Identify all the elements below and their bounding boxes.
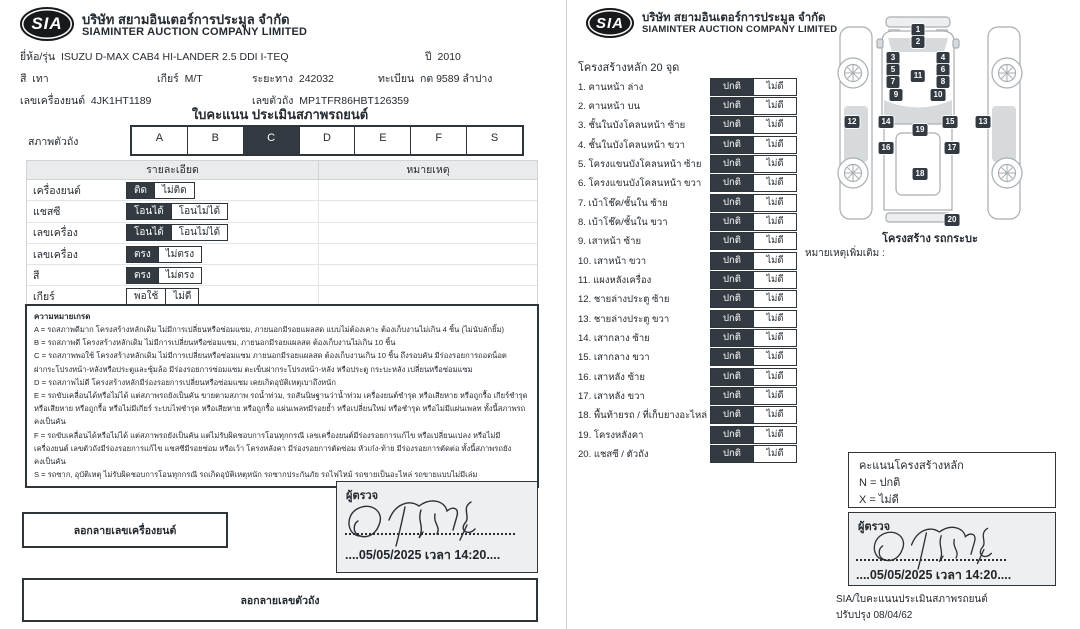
grade-meaning-line: ฝากระโปรงหน้า-หลังหรือประตูและซุ้มล้อ มีร่องรอยการซ่อมแซม ตะเข็บฝากระโปรงหน้า-หลัง หรือประตู กระบะหลัง เปลี่ยนหรือซ่อมแซม — [34, 364, 473, 374]
grade-meaning-line: F = รถขับเคลื่อนได้หรือไม่ได้ แต่สภาพรถยังเป็นคัน แต่ไม่รับผิดชอบการโอนทุกกรณี เลขเครื่องยนต์มีร่องรอยการแก้ไข หรือเปลี่ยนแปลง หรือไม่มี — [34, 430, 501, 440]
point-9-option-ปกติ[interactable]: ปกติ — [711, 233, 753, 249]
structure-score-title: คะแนนโครงสร้างหลัก — [859, 460, 964, 472]
structure-point-label-10: 10. เสาหน้า ขวา — [578, 255, 647, 267]
diagram-badge-11: 11 — [911, 70, 925, 82]
point-11-option-ปกติ[interactable]: ปกติ — [711, 272, 753, 288]
structure-point-options-9 — [710, 232, 797, 250]
point-17-option-ปกติ[interactable]: ปกติ — [711, 388, 753, 404]
point-18-option-ปกติ[interactable]: ปกติ — [711, 407, 753, 423]
diagram-badge-17: 17 — [945, 142, 960, 154]
diagram-badge-14: 14 — [879, 116, 894, 128]
option-โอนได้[interactable]: โอนได้ — [127, 225, 171, 240]
diagram-badge-5: 5 — [887, 64, 900, 76]
structure-point-options-17 — [710, 387, 797, 405]
structure-point-label-5: 5. โครงแขนบังโคลนหน้า ซ้าย — [578, 158, 702, 170]
diagram-badge-20: 20 — [945, 214, 960, 226]
structure-title: โครงสร้างหลัก 20 จุด — [578, 62, 680, 74]
field-brand-value: ISUZU D-MAX CAB4 HI-LANDER 2.5 DDI I-TEQ — [60, 51, 289, 63]
detail-row-1 — [27, 201, 537, 222]
detail-row-label: เลขเครื่อง — [33, 248, 78, 261]
grade-meaning-line: คงเป็นคัน — [34, 417, 66, 427]
diagram-badge-4: 4 — [937, 52, 950, 64]
structure-point-label-14: 14. เสากลาง ซ้าย — [578, 333, 650, 345]
field-gear-label: เกียร์ — [157, 73, 179, 85]
diagram-badge-3: 3 — [887, 52, 900, 64]
grade-meaning-line: เครื่องยนต์ เลขตัวถังมีร่องรอยการแก้ไข แชสซีมีรอยซ่อม หรือเว้า โครงหลังคา มีร่องรอยการตัดซ่อม หัวเก๋ง-ท้าย มีร่องรอยการตัดต่อ ทั้งนี้สภาพรถยัง — [34, 443, 512, 453]
structure-point-options-11 — [710, 271, 797, 289]
field-mileage — [252, 70, 334, 87]
diagram-badge-10: 10 — [931, 89, 946, 101]
field-color-value: เทา — [32, 73, 49, 85]
field-color — [20, 70, 49, 87]
detail-row-options — [126, 246, 202, 263]
option-โอนได้[interactable]: โอนได้ — [127, 204, 171, 219]
detail-row-options — [126, 267, 202, 284]
grade-meaning-line: A = รถสภาพดีมาก โครงสร้างหลักเดิม ไม่มีการเปลี่ยนหรือซ่อมแซม, ภายนอกมีรอยแผลสด แบบไม่ต้องเคาะ ต้องเก็บงานไม่เกิน 4 ชิ้น (ไม่นับลักยิ้ม) — [34, 325, 505, 334]
field-color-label: สี — [20, 73, 27, 85]
detail-cell-details — [27, 201, 319, 221]
inspector-signature-right — [867, 519, 1047, 571]
signature-line-left — [345, 533, 515, 535]
structure-point-label-2: 2. คานหน้า บน — [578, 100, 641, 112]
point-15-option-ไม่ดี[interactable]: ไม่ดี — [753, 349, 796, 365]
grade-meaning-line: B = รถสภาพดี โครงสร้างหลักเดิม ไม่มีการเปลี่ยนหรือซ่อมแซม, ภายนอกมีรอยแผลสด ต้องเก็บงานไม่เกิน 10 ชิ้น — [34, 338, 396, 348]
field-engine-no-label: เลขเครื่องยนต์ — [20, 95, 86, 107]
option-ตรง[interactable]: ตรง — [127, 247, 158, 262]
grade-option-C[interactable]: C — [243, 127, 299, 154]
grade-meaning-line: C = รถสภาพพอใช้ โครงสร้างหลักเดิม ไม่มีการเปลี่ยนหรือซ่อมแซม ภายนอกมีรอยแผลสด ต้องเก็บงานเกิน 10 ชิ้น ถึงรอบคัน มีร่องรอยการถอดน็อต — [34, 351, 507, 361]
detail-row-label: เกียร์ — [33, 291, 55, 304]
diagram-badge-6: 6 — [937, 64, 950, 76]
footer-revision: ปรับปรุง 08/04/62 — [836, 610, 913, 621]
point-13-option-ปกติ[interactable]: ปกติ — [711, 311, 753, 327]
diagram-badge-16: 16 — [879, 142, 894, 154]
structure-point-options-15 — [710, 348, 797, 366]
point-20-option-ปกติ[interactable]: ปกติ — [711, 446, 753, 462]
point-15-option-ปกติ[interactable]: ปกติ — [711, 349, 753, 365]
point-7-option-ไม่ดี[interactable]: ไม่ดี — [753, 195, 796, 211]
structure-point-label-1: 1. คานหน้า ล่าง — [578, 81, 644, 93]
field-plate — [378, 70, 492, 87]
company-name-en-right: SIAMINTER AUCTION COMPANY LIMITED — [642, 24, 838, 35]
point-11-option-ไม่ดี[interactable]: ไม่ดี — [753, 272, 796, 288]
field-chassis-no-value: MP1TFR86HBT126359 — [299, 95, 409, 107]
structure-point-options-12 — [710, 290, 797, 308]
structure-point-label-3: 3. ชั้นในบังโคลนหน้า ซ้าย — [578, 120, 686, 132]
grade-meanings-box — [25, 304, 539, 488]
detail-table-header — [27, 161, 537, 180]
detail-row-label: สี — [33, 269, 40, 282]
point-5-option-ไม่ดี[interactable]: ไม่ดี — [753, 156, 796, 172]
field-plate-label: ทะเบียน — [378, 73, 415, 85]
structure-point-label-9: 9. เสาหน้า ซ้าย — [578, 236, 642, 248]
detail-row-3 — [27, 244, 537, 265]
option-ไม่ตรง[interactable]: ไม่ตรง — [158, 268, 201, 283]
point-6-option-ปกติ[interactable]: ปกติ — [711, 175, 753, 191]
detail-row-options — [126, 288, 199, 305]
grade-meaning-line: คงเป็นคัน — [34, 457, 66, 467]
point-17-option-ไม่ดี[interactable]: ไม่ดี — [753, 388, 796, 404]
detail-row-options — [126, 224, 228, 241]
detail-row-label: เครื่องยนต์ — [33, 184, 81, 197]
structure-point-label-16: 16. เสาหลัง ซ้าย — [578, 371, 645, 383]
structure-point-options-10 — [710, 252, 797, 270]
inspector-date-left: ....05/05/2025 เวลา 14:20.... — [345, 548, 501, 562]
point-14-option-ไม่ดี[interactable]: ไม่ดี — [753, 330, 796, 346]
field-year — [425, 48, 461, 65]
truck-diagram-drawing — [836, 12, 1024, 234]
field-year-value: 2010 — [437, 51, 461, 63]
diagram-caption: โครงสร้าง รถกระบะ — [882, 233, 978, 245]
grade-meaning-line: D = รถสภาพไม่ดี โครงสร้างหลักมีร่องรอยการเปลี่ยนหรือซ่อมแซม เคยเกิดอุบัติเหตุเบาถึงหนัก — [34, 377, 336, 387]
sia-logo-text: SIA — [31, 14, 63, 33]
point-7-option-ปกติ[interactable]: ปกติ — [711, 195, 753, 211]
inspector-signature-left — [343, 492, 533, 548]
point-2-option-ไม่ดี[interactable]: ไม่ดี — [753, 98, 796, 114]
point-12-option-ไม่ดี[interactable]: ไม่ดี — [753, 291, 796, 307]
structure-point-label-12: 12. ชายล่างประตู ซ้าย — [578, 294, 670, 306]
detail-cell-details — [27, 180, 319, 200]
option-ไม่ดี[interactable]: ไม่ดี — [165, 289, 198, 304]
option-ไม่ตรง[interactable]: ไม่ตรง — [158, 247, 201, 262]
option-ไม่ติด[interactable]: ไม่ติด — [154, 183, 194, 198]
point-6-option-ไม่ดี[interactable]: ไม่ดี — [753, 175, 796, 191]
grade-meaning-line: หรือเสียหาย หรือถูกรื้อ หรือไม่มีเกียร์ ระบบไฟชำรุด หรือเสียหาย หรือถูกรื้อ แผ่นเพลทมีรอยย้ำ หรือเปลี่ยนใหม่ หรือชำรุด หรือไม่มีแผ่นเพลท ทั้งนี้สภาพรถ — [34, 404, 526, 414]
chassis-trace-box — [22, 578, 538, 622]
point-1-option-ไม่ดี[interactable]: ไม่ดี — [753, 79, 796, 95]
diagram-badge-18: 18 — [913, 168, 928, 180]
diagram-badge-8: 8 — [937, 76, 950, 88]
structure-point-label-15: 15. เสากลาง ขวา — [578, 352, 650, 364]
grade-meaning-line: S = รถซาก, อุบัติเหตุ ไม่รับผิดชอบการโอนทุกกรณี รถเกิดอุบัติเหตุหนัก รถซากประกันภัย รถไฟไหม้ รถขายเป็นอะไหล่ รถขายแบบไม่มีเล่ม — [34, 470, 478, 480]
detail-cell-details — [27, 244, 319, 264]
point-16-option-ไม่ดี[interactable]: ไม่ดี — [753, 369, 796, 385]
structure-point-label-17: 17. เสาหลัง ขวา — [578, 391, 645, 403]
structure-point-label-7: 7. เบ้าโช๊ค/ชั้นใน ซ้าย — [578, 197, 668, 209]
field-engine-no-value: 4JK1HT1189 — [90, 95, 152, 107]
diagram-badge-7: 7 — [887, 76, 900, 88]
diagram-badge-9: 9 — [890, 89, 903, 101]
point-10-option-ปกติ[interactable]: ปกติ — [711, 253, 753, 269]
point-12-option-ปกติ[interactable]: ปกติ — [711, 291, 753, 307]
page-divider — [566, 0, 567, 629]
chassis-trace-label: ลอกลายเลขตัวถัง — [240, 594, 320, 607]
field-chassis-no-label: เลขตัวถัง — [252, 95, 294, 107]
point-16-option-ปกติ[interactable]: ปกติ — [711, 369, 753, 385]
diagram-badge-13: 13 — [976, 116, 991, 128]
detail-row-label: แชสซี — [33, 205, 61, 218]
structure-point-label-13: 13. ชายล่างประตู ขวา — [578, 313, 670, 325]
company-name-th: บริษัท สยามอินเตอร์การประมูล จำกัด — [82, 12, 290, 27]
body-grade-strip — [130, 125, 524, 156]
option-โอนไม่ได้[interactable]: โอนไม่ได้ — [171, 225, 227, 240]
detail-row-options — [126, 182, 195, 199]
structure-point-options-7 — [710, 194, 797, 212]
point-19-option-ปกติ[interactable]: ปกติ — [711, 427, 753, 443]
diagram-badge-12: 12 — [845, 116, 860, 128]
sia-logo-text-right: SIA — [595, 14, 624, 32]
detail-table — [26, 160, 538, 308]
structure-point-options-19 — [710, 426, 797, 444]
inspector-label-left: ผู้ตรวจ — [346, 490, 379, 502]
point-20-option-ไม่ดี[interactable]: ไม่ดี — [753, 446, 796, 462]
point-8-option-ปกติ[interactable]: ปกติ — [711, 214, 753, 230]
structure-point-options-2 — [710, 97, 797, 115]
point-4-option-ไม่ดี[interactable]: ไม่ดี — [753, 137, 796, 153]
grade-option-B[interactable]: B — [187, 127, 243, 154]
grade-option-A[interactable]: A — [132, 127, 187, 154]
structure-point-options-14 — [710, 329, 797, 347]
inspector-date-right: ....05/05/2025 เวลา 14:20.... — [856, 568, 1012, 582]
inspector-box-right — [848, 512, 1056, 586]
structure-score-box — [848, 452, 1056, 508]
inspector-label-right: ผู้ตรวจ — [858, 521, 891, 533]
field-mileage-value: 242032 — [298, 73, 334, 85]
diagram-badge-1: 1 — [912, 24, 925, 36]
structure-point-options-8 — [710, 213, 797, 231]
field-plate-value: กต 9589 ลำปาง — [420, 73, 493, 85]
point-9-option-ไม่ดี[interactable]: ไม่ดี — [753, 233, 796, 249]
detail-cell-details — [27, 223, 319, 243]
page-title: ใบคะแนน ประเมินสภาพรถยนต์ — [191, 107, 369, 122]
structure-point-label-4: 4. ชั้นในบังโคลนหน้า ขวา — [578, 139, 685, 151]
truck-structure-diagram — [836, 12, 1024, 234]
detail-row-4 — [27, 265, 537, 286]
point-4-option-ปกติ[interactable]: ปกติ — [711, 137, 753, 153]
structure-point-options-16 — [710, 368, 797, 386]
point-8-option-ไม่ดี[interactable]: ไม่ดี — [753, 214, 796, 230]
company-name-en: SIAMINTER AUCTION COMPANY LIMITED — [82, 26, 308, 38]
point-19-option-ไม่ดี[interactable]: ไม่ดี — [753, 427, 796, 443]
engine-trace-box — [22, 512, 228, 548]
structure-point-options-3 — [710, 116, 797, 134]
point-18-option-ไม่ดี[interactable]: ไม่ดี — [753, 407, 796, 423]
structure-point-label-18: 18. พื้นท้ายรถ / ที่เก็บยางอะไหล่ — [578, 410, 708, 422]
grade-option-E[interactable]: E — [354, 127, 410, 154]
point-3-option-ปกติ[interactable]: ปกติ — [711, 117, 753, 133]
point-10-option-ไม่ดี[interactable]: ไม่ดี — [753, 253, 796, 269]
structure-point-options-1 — [710, 78, 797, 96]
field-year-label: ปี — [425, 51, 432, 63]
detail-col-remarks: หมายเหตุ — [406, 164, 450, 176]
structure-point-options-5 — [710, 155, 797, 173]
company-name-th-right: บริษัท สยามอินเตอร์การประมูล จำกัด — [642, 12, 826, 24]
structure-point-label-8: 8. เบ้าโช๊ค/ชั้นใน ขวา — [578, 216, 668, 228]
point-5-option-ปกติ[interactable]: ปกติ — [711, 156, 753, 172]
inspector-box-left — [336, 481, 538, 573]
structure-point-label-6: 6. โครงแขนบังโคลนหน้า ขวา — [578, 178, 702, 190]
option-พอใช้[interactable]: พอใช้ — [134, 291, 159, 303]
structure-point-label-11: 11. แผงหลังเครื่อง — [578, 275, 652, 286]
structure-point-options-13 — [710, 310, 797, 328]
footer-doc-name: SIA/ใบคะแนนประเมินสภาพรถยนต์ — [836, 594, 988, 605]
option-ติด[interactable]: ติด — [127, 183, 154, 198]
option-โอนไม่ได้[interactable]: โอนไม่ได้ — [171, 204, 227, 219]
detail-row-2 — [27, 223, 537, 244]
point-13-option-ไม่ดี[interactable]: ไม่ดี — [753, 311, 796, 327]
diagram-badge-19: 19 — [913, 124, 928, 136]
structure-point-label-20: 20. แชสซี / ตัวถัง — [578, 449, 649, 461]
structure-point-options-20 — [710, 445, 797, 463]
detail-col-details: รายละเอียด — [27, 161, 319, 179]
field-brand-label: ยี่ห้อ/รุ่น — [20, 51, 56, 63]
diagram-badge-2: 2 — [912, 36, 925, 48]
field-mileage-label: ระยะทาง — [252, 73, 294, 85]
detail-row-label: เลขเครื่อง — [33, 227, 78, 240]
body-grade-label: สภาพตัวถัง — [28, 136, 79, 148]
structure-score-n: N = ปกติ — [859, 477, 901, 489]
structure-point-options-18 — [710, 406, 797, 424]
option-ตรง[interactable]: ตรง — [127, 268, 158, 283]
sia-logo-right — [586, 8, 634, 38]
field-brand — [20, 48, 289, 65]
detail-cell-details — [27, 265, 319, 285]
structure-score-x: X = ไม่ดี — [859, 494, 899, 506]
point-1-option-ปกติ[interactable]: ปกติ — [711, 79, 753, 95]
grade-option-S[interactable]: S — [466, 127, 522, 154]
diagram-badge-15: 15 — [943, 116, 958, 128]
sia-logo-left — [20, 7, 74, 41]
point-2-option-ปกติ[interactable]: ปกติ — [711, 98, 753, 114]
extra-notes-label: หมายเหตุเพิ่มเติม : — [805, 248, 885, 259]
grade-meaning-line: E = รถขับเคลื่อนได้หรือไม่ได้ แต่สภาพรถยังเป็นคัน ขายตามสภาพ รถน้ำท่วม, รถสันนิษฐานว่าน้ำท่วม เครื่องยนต์ชำรุด หรือเสียหาย หรือถูกรื้อ เกียร์ชำรุด — [34, 391, 528, 401]
grade-option-F[interactable]: F — [410, 127, 466, 154]
signature-line-right — [856, 559, 1006, 561]
structure-point-label-19: 19. โครงหลังคา — [578, 429, 644, 441]
detail-row-0 — [27, 180, 537, 201]
grade-option-D[interactable]: D — [299, 127, 355, 154]
field-gear — [157, 70, 203, 87]
detail-row-options — [126, 203, 228, 220]
engine-trace-label: ลอกลายเลขเครื่องยนต์ — [73, 524, 177, 537]
structure-point-options-4 — [710, 136, 797, 154]
grade-meanings-title: ความหมายเกรด — [34, 312, 91, 321]
structure-point-options-6 — [710, 174, 797, 192]
point-3-option-ไม่ดี[interactable]: ไม่ดี — [753, 117, 796, 133]
point-14-option-ปกติ[interactable]: ปกติ — [711, 330, 753, 346]
field-gear-value: M/T — [184, 73, 203, 85]
